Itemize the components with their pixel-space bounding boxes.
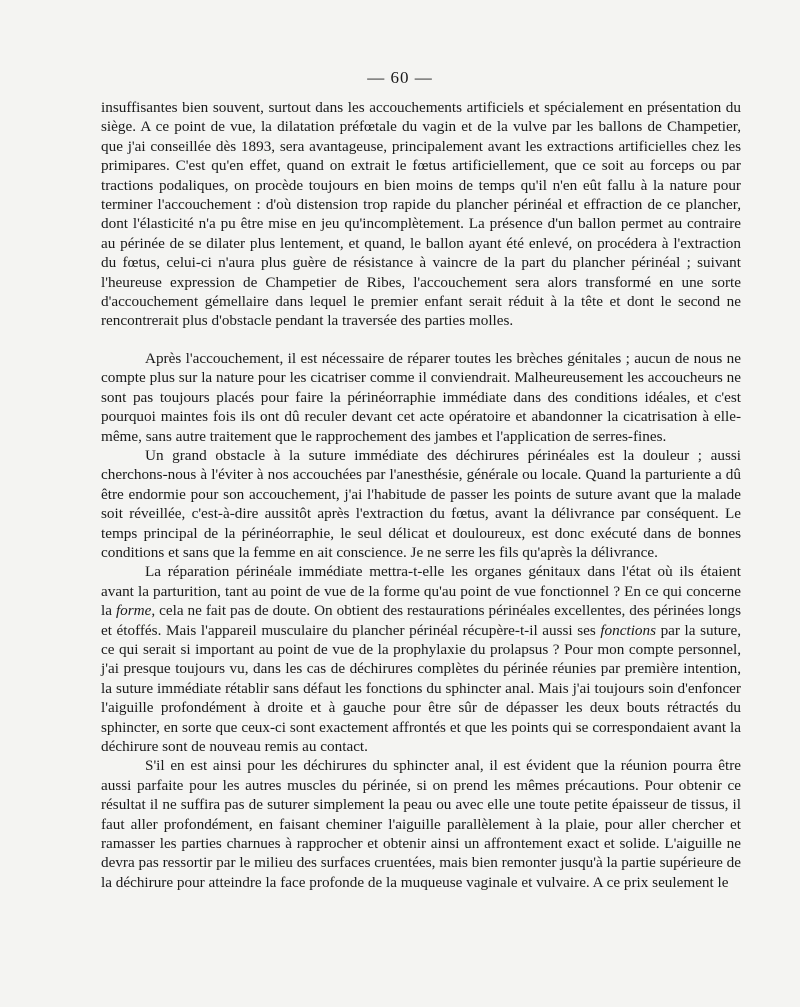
italic-forme: forme xyxy=(115,602,152,620)
paragraph-4 xyxy=(101,562,741,756)
paragraph-2: Après l'accouchement, il est nécessaire de réparer toutes les brèches génitales ; aucun de nous ne compte plus sur la nature pour les cicatriser comme il conviendrait. Malheureusement les accoucheurs ne sont pas toujours placés pour faire la périnéorraphie immédiate dans des conditions idéales, et c'est pourquoi maintes fois ils ont dû reculer devant cet acte opératoire et abandonner la cicatrisation à elle-même, sans autre traitement que le rapprochement des jambes et l'application de serres-fines. xyxy=(101,349,741,445)
page-number: — 60 — xyxy=(367,68,433,87)
paragraph-4-text-c: par la suture, ce qui serait si important au point de vue de la prophylaxie du prolapsus ? Pour mon compte personnel, j'ai presque toujours vu, dans les cas de déchirures complètes du périnée réunies par première intention, la suture immédiate rétablir sans défaut les fonctions du sphincter anal. Mais j'ai toujours soin d'enfoncer l'aiguille profondément à droite et à gauche pour être sûr de dépasser les deux bouts rétractés du sphincter, en sorte que ceux-ci sont exactement affrontés et que les points qui se correspondaient avant la déchirure sont de nouveau remis au contact. xyxy=(101,621,741,755)
paragraph-3: Un grand obstacle à la suture immédiate des déchirures périnéales est la douleur ; aussi cherchons-nous à l'éviter à nos accouchées par l'anesthésie, générale ou locale. Quand la parturiente a dû être endormie pour son accouchement, j'ai l'habitude de passer les points de suture avant que la malade soit réveillée, c'est-à-dire aussitôt après l'extraction du fœtus, avant la délivrance par conséquent. Le temps principal de la périnéorraphie, le seul délicat et douloureux, est donc exécuté dans de bonnes conditions et sans que la femme en ait conscience. Je ne serre les fils qu'après la délivrance. xyxy=(101,446,741,561)
body-text xyxy=(101,98,741,892)
paragraph-5: S'il en est ainsi pour les déchirures du sphincter anal, il est évident que la réunion pourra être aussi parfaite pour les autres muscles du périnée, si on prend les mêmes précautions. Pour obtenir ce résultat il ne suffira pas de suturer simplement la peau ou avec elle une toute petite épaisseur de tissus, il faut aller profondément, en faisant cheminer l'aiguille parallèlement à la plaie, pour aller chercher et ramasser les parties charnues à rapprocher et obtenir ainsi un affrontement exact et solide. L'aiguille ne devra pas ressortir par le milieu des surfaces cruentées, mais bien remonter jusqu'à la partie supérieure de la déchirure pour atteindre la face profonde de la muqueuse vaginale et vulvaire. A ce prix seulement le xyxy=(101,757,741,891)
paragraph-1: insuffisantes bien souvent, surtout dans les accouchements artificiels et spécialement en présentation du siège. A ce point de vue, la dilatation préfœtale du vagin et de la vulve par les ballons de Champetier, que j'ai conseillée dès 1893, sera avantageuse, principalement avant les extractions artificielles chez les primipares. C'est qu'en effet, quand on extrait le fœtus artificiellement, que ce soit au forceps ou par tractions podaliques, on procède toujours en bien moins de temps qu'il n'en eût fallu à la nature pour terminer l'accouchement : d'où distension trop rapide du plancher périnéal et effraction de ce plancher, dont l'élasticité n'a pu être mise en jeu qu'incomplètement. La présence d'un ballon permet au contraire au périnée de se dilater plus lentement, et quand, le ballon ayant été enlevé, on procédera à l'extraction du fœtus, celui-ci n'aura plus guère de résistance à vaincre de la part du plancher périnéal ; suivant l'heureuse expression de Champetier de Ribes, l'accouchement sera alors transformé en une sorte d'accouchement gémellaire dans lequel le premier enfant serait réduit à la tête et dont le second ne rencontrerait plus d'obstacle pendant la traversée des parties molles. xyxy=(101,99,741,330)
italic-fonctions: fonctions xyxy=(600,621,657,639)
paragraph-4-text-a: La réparation périnéale immédiate mettra-t-elle les organes génitaux dans l'état où ils étaient avant la parturition, tant au point de vue de la forme qu'au point de vue fonctionnel ? En ce qui concerne la xyxy=(101,563,741,620)
paragraph-4-text-b: , cela ne fait pas de doute. On obtient des restaurations périnéales excellentes, des périnées longs et étoffés. Mais l'appareil musculaire du plancher périnéal récupère-t-il aussi ses xyxy=(101,602,741,639)
